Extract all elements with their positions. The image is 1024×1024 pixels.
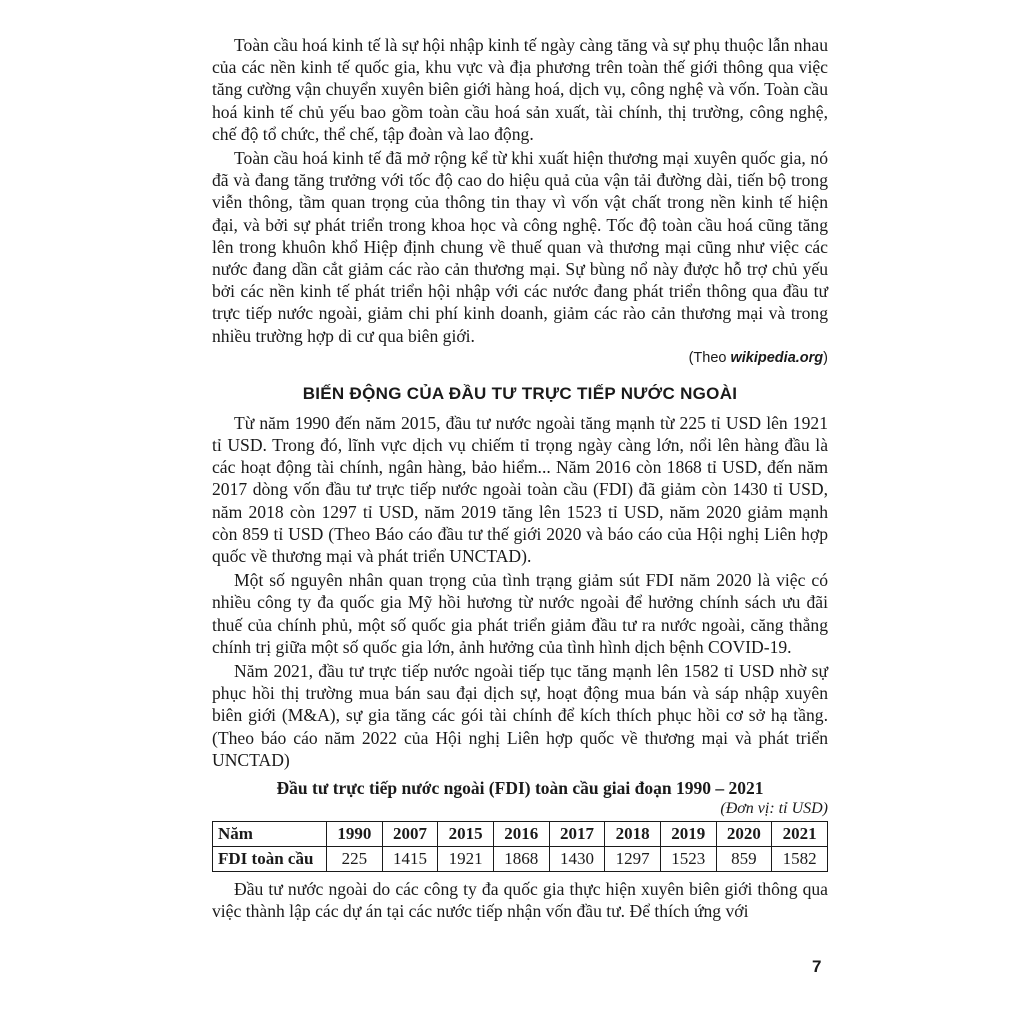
table-unit: (Đơn vị: tỉ USD) [720, 800, 828, 818]
page-number: 7 [812, 957, 822, 976]
section-paragraph-2: Một số nguyên nhân quan trọng của tình trạng giảm sút FDI năm 2020 là việc có nhiều công ty đa quốc gia Mỹ hồi hương từ nước ngoài để hưởng chính sách ưu đãi thuế của chính phủ, một số quốc gia phát triển giảm đầu tư ra nước ngoài, căng thẳng chính trị giữa một số quốc gia lớn, ảnh hưởng của tình hình dịch bệnh COVID-19. [212, 570, 828, 657]
year-cell: 2018 [605, 822, 661, 847]
value-cell: 1523 [660, 847, 716, 872]
value-cell: 1921 [438, 847, 494, 872]
table-title: Đầu tư trực tiếp nước ngoài (FDI) toàn cầu giai đoạn 1990 – 2021 [276, 778, 764, 799]
section-paragraph-1: Từ năm 1990 đến năm 2015, đầu tư nước ngoài tăng mạnh từ 225 tỉ USD lên 1921 tỉ USD. Trong đó, lĩnh vực dịch vụ chiếm tỉ trọng ngày càng lớn, nổi lên hàng đầu là các hoạt động tài chính, ngân hàng, bảo hiểm... Năm 2016 còn 1868 tỉ USD, đến năm 2017 dòng vốn đầu tư trực tiếp nước ngoài toàn cầu (FDI) đã giảm còn 1430 tỉ USD, năm 2018 còn 1297 tỉ USD, năm 2019 tăng lên 1523 tỉ USD, năm 2020 giảm mạnh còn 859 tỉ USD (Theo Báo cáo đầu tư thế giới 2020 và báo cáo của Hội nghị Liên hợp quốc về thương mại và phát triển UNCTAD). [212, 412, 828, 567]
value-cell: 1415 [382, 847, 438, 872]
year-cell: 2020 [716, 822, 772, 847]
source-citation [212, 348, 828, 368]
value-cell: 1582 [772, 847, 828, 872]
intro-paragraph-1: Toàn cầu hoá kinh tế là sự hội nhập kinh tế ngày càng tăng và sự phụ thuộc lẫn nhau của các nền kinh tế quốc gia, khu vực và địa phương trên toàn thế giới thông qua việc tăng cường vận chuyển xuyên biên giới hàng hoá, dịch vụ, công nghệ và vốn. Toàn cầu hoá kinh tế chủ yếu bao gồm toàn cầu hoá sản xuất, tài chính, thị trường, công nghệ, chế độ tổ chức, thể chế, tập đoàn và lao động. [212, 35, 828, 144]
row-label: FDI toàn cầu [213, 847, 327, 872]
source-site: wikipedia.org [730, 349, 824, 366]
year-cell: 2017 [549, 822, 605, 847]
year-cell: 2007 [382, 822, 438, 847]
source-close: ) [823, 349, 828, 366]
page-body [212, 34, 828, 923]
value-cell: 1868 [493, 847, 549, 872]
value-cell: 1297 [605, 847, 661, 872]
year-cell: 2019 [660, 822, 716, 847]
value-cell: 225 [327, 847, 383, 872]
year-cell: 2016 [493, 822, 549, 847]
table-header-row [213, 822, 828, 847]
value-cell: 859 [716, 847, 772, 872]
year-cell: 1990 [327, 822, 383, 847]
year-cell: 2021 [772, 822, 828, 847]
year-cell: 2015 [438, 822, 494, 847]
table-row [213, 847, 828, 872]
fdi-table [212, 821, 828, 872]
closing-paragraph: Đầu tư nước ngoài do các công ty đa quốc gia thực hiện xuyên biên giới thông qua việc thành lập các dự án tại các nước tiếp nhận vốn đầu tư. Để thích ứng với [212, 879, 828, 922]
header-label: Năm [213, 822, 327, 847]
source-open: (Theo [688, 349, 731, 366]
section-paragraph-3: Năm 2021, đầu tư trực tiếp nước ngoài tiếp tục tăng mạnh lên 1582 tỉ USD nhờ sự phục hồi thị trường mua bán sau đại dịch sự, hoạt động mua bán và sáp nhập xuyên biên giới (M&A), sự gia tăng các gói tài chính để kích thích phục hồi cơ sở hạ tầng. (Theo báo cáo năm 2022 của Hội nghị Liên hợp quốc về thương mại và phát triển UNCTAD) [212, 661, 828, 770]
intro-paragraph-2: Toàn cầu hoá kinh tế đã mở rộng kể từ khi xuất hiện thương mại xuyên quốc gia, nó đã và đang tăng trưởng với tốc độ cao do hiệu quả của vận tải đường dài, tiến bộ trong viễn thông, tầm quan trọng của thông tin thay vì vốn vật chất trong nền kinh tế hiện đại, và bởi sự phát triển trong khoa học và công nghệ. Tốc độ toàn cầu hoá cũng tăng lên trong khuôn khổ Hiệp định chung về thuế quan và thương mại cũng như việc các nước đang dần cắt giảm các rào cản thương mại. Sự bùng nổ này được hỗ trợ chủ yếu bởi các nền kinh tế phát triển hội nhập với các nước đang phát triển thông qua đầu tư trực tiếp nước ngoài, giảm chi phí kinh doanh, giảm các rào cản thương mại và trong nhiều trường hợp di cư qua biên giới. [212, 148, 828, 346]
value-cell: 1430 [549, 847, 605, 872]
section-heading: BIẾN ĐỘNG CỦA ĐẦU TƯ TRỰC TIẾP NƯỚC NGOÀI [302, 383, 738, 403]
